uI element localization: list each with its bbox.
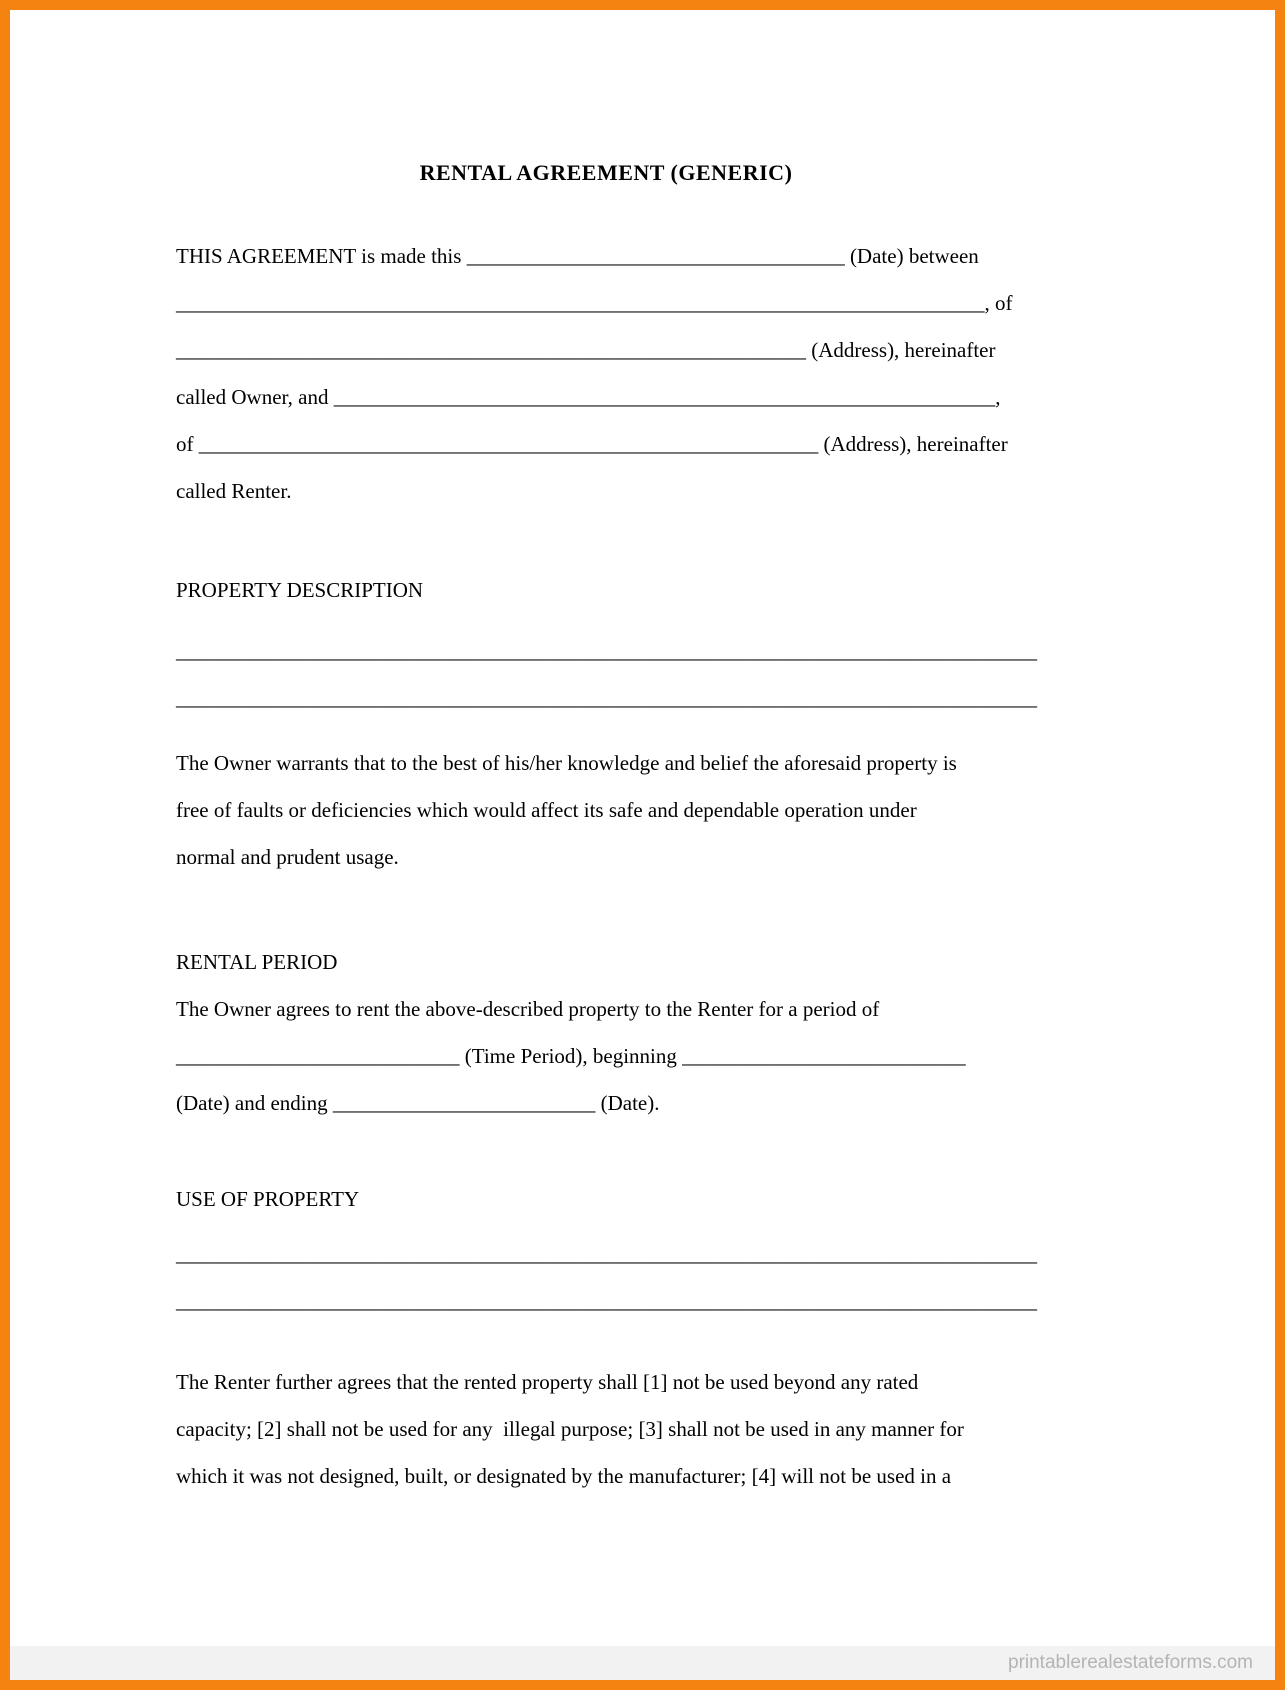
property-description-blanks: [176, 628, 1056, 722]
paragraph-line: The Owner agrees to rent the above-described property to the Renter for a period of: [176, 997, 880, 1021]
form-line: called Owner, and _______________________________________________________________,: [176, 385, 1001, 409]
form-line: THIS AGREEMENT is made this ____________________________________ (Date) between: [176, 244, 979, 268]
blank-line: __________________________________________________________________________________: [176, 686, 1037, 710]
document-content: [176, 10, 1056, 1500]
owner-warranty-paragraph: [176, 740, 1056, 881]
form-line: ____________________________________________________________ (Address), hereinafter: [176, 338, 996, 362]
form-line: _____________________________________________________________________________, of: [176, 291, 1013, 315]
paragraph-line: The Owner warrants that to the best of his/her knowledge and belief the aforesaid property is: [176, 751, 957, 775]
renter-agreement-paragraph: [176, 1359, 1056, 1500]
page-title: RENTAL AGREEMENT (GENERIC): [419, 160, 793, 185]
paragraph-line: which it was not designed, built, or designated by the manufacturer; [4] will not be used in a: [176, 1464, 952, 1488]
footer-site-text: printablerealestateforms.com: [1008, 1652, 1253, 1673]
footer-bar: [10, 1646, 1275, 1680]
form-line: (Date) and ending _________________________ (Date).: [176, 1091, 660, 1115]
section-heading-property-description: PROPERTY DESCRIPTION: [176, 578, 424, 602]
intro-paragraph: [176, 233, 1056, 515]
blank-line: __________________________________________________________________________________: [176, 639, 1037, 663]
blank-line: __________________________________________________________________________________: [176, 1242, 1037, 1266]
form-line: of ___________________________________________________________ (Address), hereinafter: [176, 432, 1008, 456]
paragraph-line: normal and prudent usage.: [176, 845, 399, 869]
rental-period-paragraph: [176, 986, 1056, 1127]
form-line: ___________________________ (Time Period), beginning ___________________________: [176, 1044, 966, 1068]
paragraph-line: capacity; [2] shall not be used for any illegal purpose; [3] shall not be used in any manner for: [176, 1417, 964, 1441]
use-of-property-blanks: [176, 1231, 1056, 1325]
paragraph-line: free of faults or deficiencies which would affect its safe and dependable operation under: [176, 798, 917, 822]
blank-line: __________________________________________________________________________________: [176, 1289, 1037, 1313]
section-heading-rental-period: RENTAL PERIOD: [176, 950, 338, 974]
paragraph-line: The Renter further agrees that the rented property shall [1] not be used beyond any rated: [176, 1370, 919, 1394]
form-line: called Renter.: [176, 479, 292, 503]
section-heading-use-of-property: USE OF PROPERTY: [176, 1187, 360, 1211]
